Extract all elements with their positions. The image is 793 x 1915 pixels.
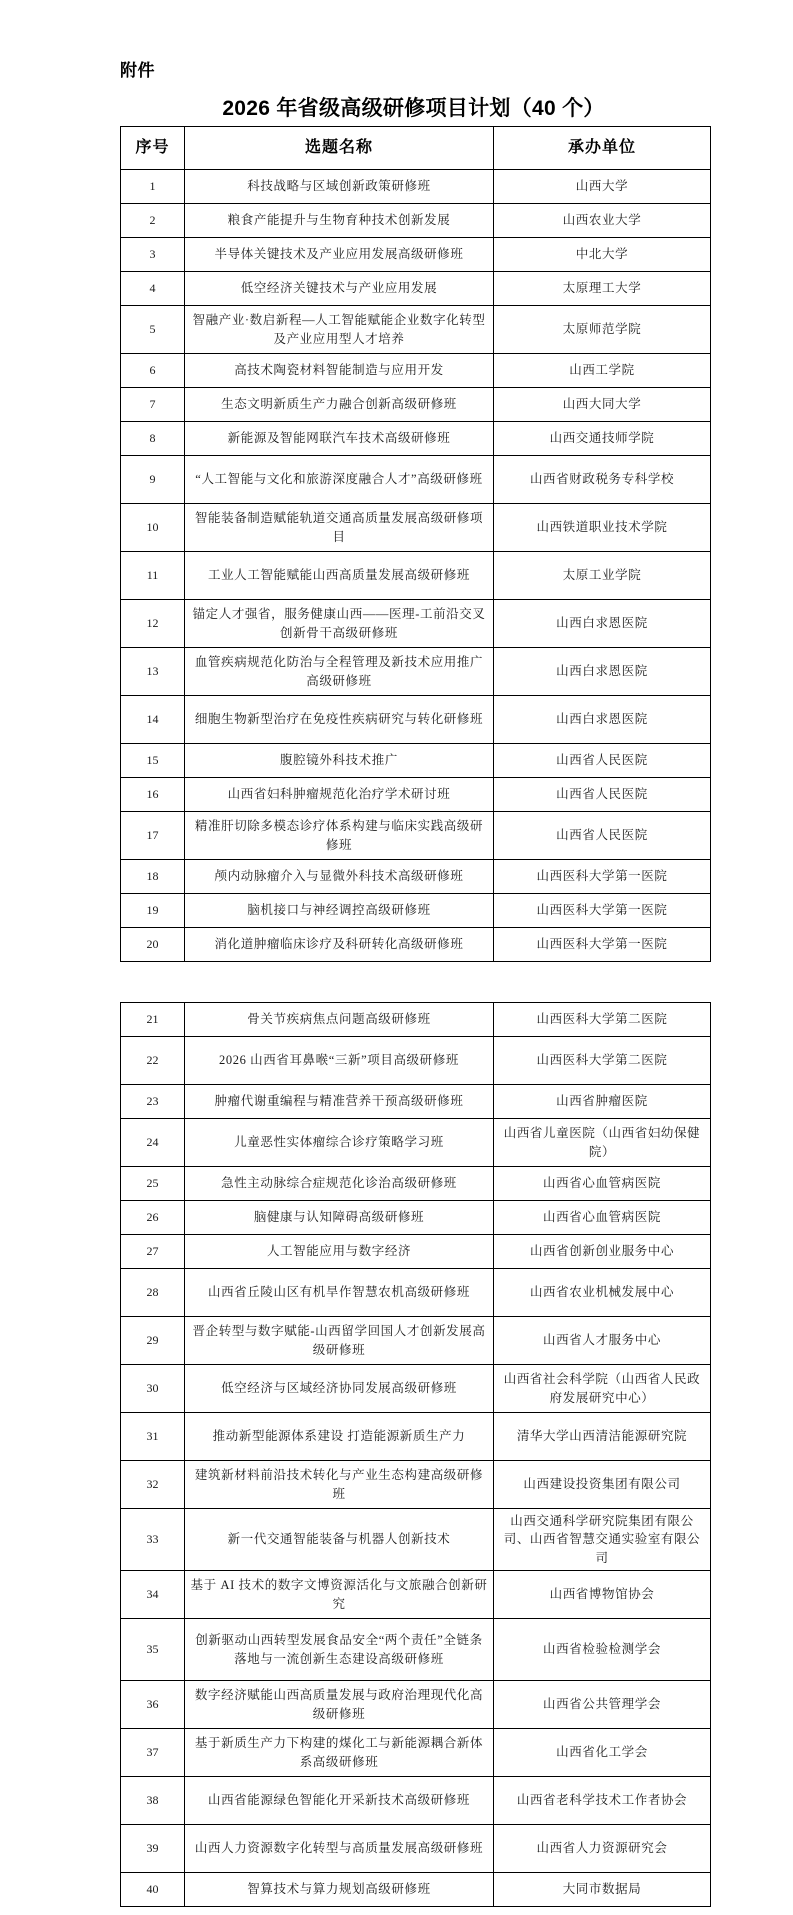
cell-organizer: 山西省财政税务专科学校 <box>494 456 711 504</box>
cell-topic-name: 基于 AI 技术的数字文博资源活化与文旅融合创新研究 <box>185 1571 494 1619</box>
cell-topic-name: 山西人力资源数字化转型与高质量发展高级研修班 <box>185 1825 494 1873</box>
cell-organizer: 山西医科大学第二医院 <box>494 1037 711 1085</box>
cell-topic-name: 智能装备制造赋能轨道交通高质量发展高级研修项目 <box>185 504 494 552</box>
cell-row-number: 10 <box>121 504 185 552</box>
table-row <box>121 1037 711 1085</box>
cell-topic-name: 脑健康与认知障碍高级研修班 <box>185 1201 494 1235</box>
cell-row-number: 16 <box>121 778 185 812</box>
cell-row-number: 28 <box>121 1269 185 1317</box>
table-row <box>121 1777 711 1825</box>
cell-organizer: 山西工学院 <box>494 354 711 388</box>
cell-organizer: 大同市数据局 <box>494 1873 711 1907</box>
cell-row-number: 40 <box>121 1873 185 1907</box>
table-row <box>121 272 711 306</box>
cell-row-number: 32 <box>121 1461 185 1509</box>
cell-topic-name: 基于新质生产力下构建的煤化工与新能源耦合新体系高级研修班 <box>185 1729 494 1777</box>
cell-organizer: 山西铁道职业技术学院 <box>494 504 711 552</box>
cell-row-number: 31 <box>121 1413 185 1461</box>
cell-row-number: 27 <box>121 1235 185 1269</box>
cell-topic-name: 细胞生物新型治疗在免疫性疾病研究与转化研修班 <box>185 696 494 744</box>
cell-row-number: 13 <box>121 648 185 696</box>
cell-organizer: 山西省博物馆协会 <box>494 1571 711 1619</box>
table-row <box>121 1413 711 1461</box>
table-row <box>121 1235 711 1269</box>
cell-topic-name: 肿瘤代谢重编程与精准营养干预高级研修班 <box>185 1085 494 1119</box>
cell-topic-name: 精准肝切除多模态诊疗体系构建与临床实践高级研修班 <box>185 812 494 860</box>
cell-organizer: 山西省老科学技术工作者协会 <box>494 1777 711 1825</box>
cell-topic-name: 创新驱动山西转型发展食品安全“两个责任”全链条落地与一流创新生态建设高级研修班 <box>185 1619 494 1681</box>
cell-row-number: 39 <box>121 1825 185 1873</box>
cell-row-number: 5 <box>121 306 185 354</box>
cell-topic-name: 晋企转型与数字赋能-山西留学回国人才创新发展高级研修班 <box>185 1317 494 1365</box>
table-row <box>121 696 711 744</box>
cell-organizer: 山西建设投资集团有限公司 <box>494 1461 711 1509</box>
cell-topic-name: 血管疾病规范化防治与全程管理及新技术应用推广高级研修班 <box>185 648 494 696</box>
cell-organizer: 山西交通科学研究院集团有限公司、山西省智慧交通实验室有限公司 <box>494 1509 711 1571</box>
table-row <box>121 860 711 894</box>
cell-topic-name: 建筑新材料前沿技术转化与产业生态构建高级研修班 <box>185 1461 494 1509</box>
table-header <box>121 127 711 170</box>
cell-topic-name: 腹腔镜外科技术推广 <box>185 744 494 778</box>
cell-row-number: 37 <box>121 1729 185 1777</box>
table-row <box>121 1365 711 1413</box>
cell-organizer: 山西省人民医院 <box>494 744 711 778</box>
plan-table-part-1 <box>120 126 711 962</box>
table-row <box>121 1825 711 1873</box>
cell-topic-name: 粮食产能提升与生物育种技术创新发展 <box>185 204 494 238</box>
cell-organizer: 山西医科大学第一医院 <box>494 894 711 928</box>
table-header-row <box>121 127 711 170</box>
cell-row-number: 2 <box>121 204 185 238</box>
cell-row-number: 35 <box>121 1619 185 1681</box>
cell-organizer: 山西大学 <box>494 170 711 204</box>
cell-row-number: 14 <box>121 696 185 744</box>
table-row <box>121 1461 711 1509</box>
table-row <box>121 744 711 778</box>
cell-topic-name: 颅内动脉瘤介入与显微外科技术高级研修班 <box>185 860 494 894</box>
cell-row-number: 6 <box>121 354 185 388</box>
cell-organizer: 太原师范学院 <box>494 306 711 354</box>
cell-row-number: 34 <box>121 1571 185 1619</box>
table-row <box>121 354 711 388</box>
plan-table-part-1-wrapper <box>120 126 683 962</box>
cell-topic-name: 数字经济赋能山西高质量发展与政府治理现代化高级研修班 <box>185 1681 494 1729</box>
cell-organizer: 山西省化工学会 <box>494 1729 711 1777</box>
cell-row-number: 3 <box>121 238 185 272</box>
table-row <box>121 1681 711 1729</box>
cell-topic-name: 智融产业·数启新程—人工智能赋能企业数字化转型及产业应用型人才培养 <box>185 306 494 354</box>
table-row <box>121 204 711 238</box>
cell-topic-name: 急性主动脉综合症规范化诊治高级研修班 <box>185 1167 494 1201</box>
cell-row-number: 9 <box>121 456 185 504</box>
cell-organizer: 山西农业大学 <box>494 204 711 238</box>
header-cell-topic: 选题名称 <box>185 127 494 170</box>
cell-row-number: 18 <box>121 860 185 894</box>
cell-topic-name: 儿童恶性实体瘤综合诊疗策略学习班 <box>185 1119 494 1167</box>
cell-organizer: 山西医科大学第一医院 <box>494 860 711 894</box>
cell-organizer: 山西省人民医院 <box>494 812 711 860</box>
cell-topic-name: 科技战略与区域创新政策研修班 <box>185 170 494 204</box>
table-row <box>121 1119 711 1167</box>
table-row <box>121 1619 711 1681</box>
table-row <box>121 894 711 928</box>
cell-topic-name: 骨关节疾病焦点问题高级研修班 <box>185 1003 494 1037</box>
cell-organizer: 山西省检验检测学会 <box>494 1619 711 1681</box>
cell-topic-name: 山西省丘陵山区有机旱作智慧农机高级研修班 <box>185 1269 494 1317</box>
cell-topic-name: 人工智能应用与数字经济 <box>185 1235 494 1269</box>
table-row <box>121 306 711 354</box>
cell-organizer: 清华大学山西清洁能源研究院 <box>494 1413 711 1461</box>
cell-topic-name: 山西省妇科肿瘤规范化治疗学术研讨班 <box>185 778 494 812</box>
cell-organizer: 山西省儿童医院（山西省妇幼保健院） <box>494 1119 711 1167</box>
table-row <box>121 1003 711 1037</box>
table-row <box>121 1873 711 1907</box>
table-row <box>121 1571 711 1619</box>
table-row <box>121 422 711 456</box>
plan-table-part-2 <box>120 1002 711 1907</box>
table-row <box>121 170 711 204</box>
cell-row-number: 7 <box>121 388 185 422</box>
cell-organizer: 山西白求恩医院 <box>494 600 711 648</box>
cell-topic-name: 脑机接口与神经调控高级研修班 <box>185 894 494 928</box>
cell-row-number: 29 <box>121 1317 185 1365</box>
cell-topic-name: 推动新型能源体系建设 打造能源新质生产力 <box>185 1413 494 1461</box>
table-row <box>121 600 711 648</box>
cell-row-number: 38 <box>121 1777 185 1825</box>
table-row <box>121 778 711 812</box>
table-row <box>121 1729 711 1777</box>
cell-organizer: 山西省农业机械发展中心 <box>494 1269 711 1317</box>
cell-topic-name: 智算技术与算力规划高级研修班 <box>185 1873 494 1907</box>
cell-row-number: 11 <box>121 552 185 600</box>
cell-row-number: 22 <box>121 1037 185 1085</box>
cell-row-number: 8 <box>121 422 185 456</box>
table-row <box>121 1201 711 1235</box>
table-body-part-2 <box>121 1003 711 1907</box>
cell-row-number: 23 <box>121 1085 185 1119</box>
cell-row-number: 24 <box>121 1119 185 1167</box>
table-row <box>121 388 711 422</box>
cell-topic-name: 山西省能源绿色智能化开采新技术高级研修班 <box>185 1777 494 1825</box>
plan-table-part-2-wrapper <box>120 1002 701 1907</box>
cell-organizer: 山西省心血管病医院 <box>494 1167 711 1201</box>
cell-topic-name: 消化道肿瘤临床诊疗及科研转化高级研修班 <box>185 928 494 962</box>
table-row <box>121 1509 711 1571</box>
cell-row-number: 1 <box>121 170 185 204</box>
cell-topic-name: 2026 山西省耳鼻喉“三新”项目高级研修班 <box>185 1037 494 1085</box>
cell-organizer: 山西省人民医院 <box>494 778 711 812</box>
header-cell-no: 序号 <box>121 127 185 170</box>
cell-topic-name: “人工智能与文化和旅游深度融合人才”高级研修班 <box>185 456 494 504</box>
cell-organizer: 山西省社会科学院（山西省人民政府发展研究中心） <box>494 1365 711 1413</box>
attachment-label: 附件 <box>120 61 155 80</box>
cell-organizer: 山西省创新创业服务中心 <box>494 1235 711 1269</box>
page-title: 2026 年省级高级研修项目计划（40 个） <box>222 97 605 120</box>
cell-topic-name: 新一代交通智能装备与机器人创新技术 <box>185 1509 494 1571</box>
table-row <box>121 1085 711 1119</box>
cell-row-number: 19 <box>121 894 185 928</box>
cell-row-number: 36 <box>121 1681 185 1729</box>
cell-row-number: 30 <box>121 1365 185 1413</box>
cell-topic-name: 新能源及智能网联汽车技术高级研修班 <box>185 422 494 456</box>
cell-topic-name: 低空经济与区域经济协同发展高级研修班 <box>185 1365 494 1413</box>
cell-organizer: 山西省人才服务中心 <box>494 1317 711 1365</box>
cell-organizer: 山西大同大学 <box>494 388 711 422</box>
cell-topic-name: 生态文明新质生产力融合创新高级研修班 <box>185 388 494 422</box>
cell-organizer: 太原工业学院 <box>494 552 711 600</box>
cell-row-number: 15 <box>121 744 185 778</box>
cell-row-number: 33 <box>121 1509 185 1571</box>
cell-organizer: 山西省心血管病医院 <box>494 1201 711 1235</box>
cell-row-number: 4 <box>121 272 185 306</box>
table-row <box>121 238 711 272</box>
cell-organizer: 山西白求恩医院 <box>494 648 711 696</box>
cell-topic-name: 低空经济关键技术与产业应用发展 <box>185 272 494 306</box>
cell-organizer: 山西医科大学第一医院 <box>494 928 711 962</box>
cell-topic-name: 锚定人才强省，服务健康山西——医理-工前沿交叉创新骨干高级研修班 <box>185 600 494 648</box>
cell-row-number: 17 <box>121 812 185 860</box>
cell-organizer: 山西省公共管理学会 <box>494 1681 711 1729</box>
cell-organizer: 中北大学 <box>494 238 711 272</box>
table-row <box>121 1317 711 1365</box>
cell-organizer: 山西交通技师学院 <box>494 422 711 456</box>
header-cell-org: 承办单位 <box>494 127 711 170</box>
cell-organizer: 太原理工大学 <box>494 272 711 306</box>
cell-organizer: 山西白求恩医院 <box>494 696 711 744</box>
cell-row-number: 20 <box>121 928 185 962</box>
cell-organizer: 山西省人力资源研究会 <box>494 1825 711 1873</box>
table-row <box>121 456 711 504</box>
cell-row-number: 26 <box>121 1201 185 1235</box>
cell-row-number: 25 <box>121 1167 185 1201</box>
table-row <box>121 504 711 552</box>
cell-organizer: 山西省肿瘤医院 <box>494 1085 711 1119</box>
table-body-part-1 <box>121 170 711 962</box>
cell-topic-name: 高技术陶瓷材料智能制造与应用开发 <box>185 354 494 388</box>
table-row <box>121 1167 711 1201</box>
table-row <box>121 648 711 696</box>
cell-row-number: 12 <box>121 600 185 648</box>
cell-topic-name: 半导体关键技术及产业应用发展高级研修班 <box>185 238 494 272</box>
table-row <box>121 552 711 600</box>
cell-row-number: 21 <box>121 1003 185 1037</box>
cell-organizer: 山西医科大学第二医院 <box>494 1003 711 1037</box>
table-row <box>121 812 711 860</box>
cell-topic-name: 工业人工智能赋能山西高质量发展高级研修班 <box>185 552 494 600</box>
table-row <box>121 928 711 962</box>
table-row <box>121 1269 711 1317</box>
